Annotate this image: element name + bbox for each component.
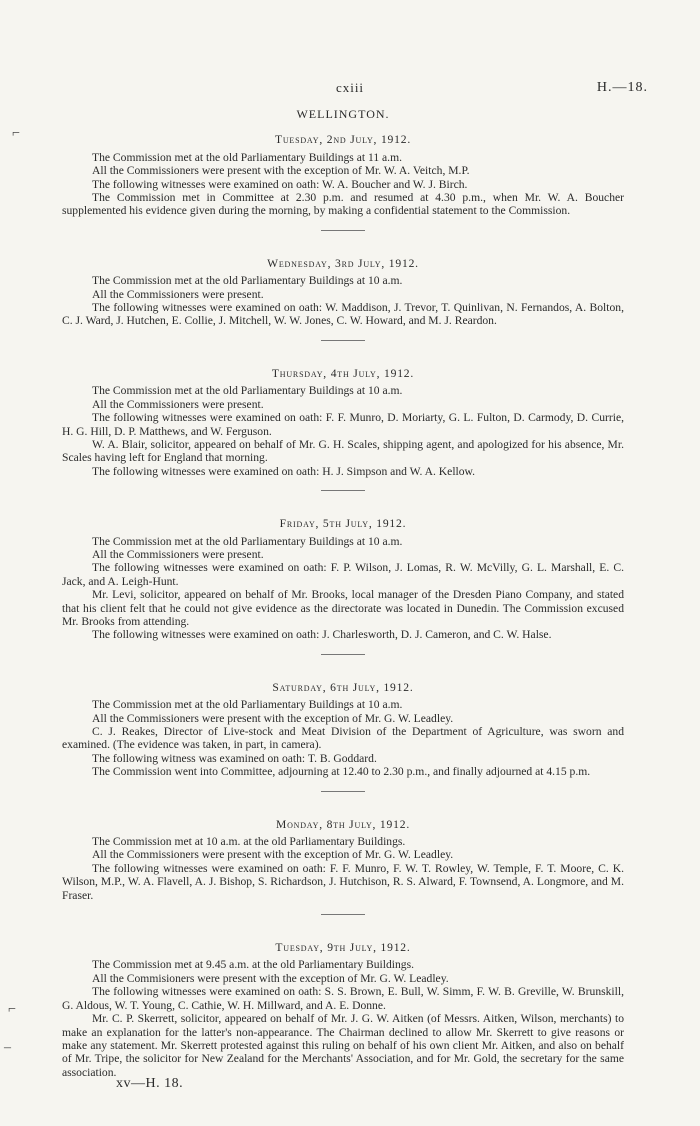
minute-paragraph: The following witnesses were examined on oath: J. Charlesworth, D. J. Cameron, and C. W. Halse. bbox=[92, 628, 552, 642]
section-divider bbox=[321, 654, 365, 655]
sitting-section bbox=[62, 517, 624, 655]
sitting-date: Monday, 8th July, 1912. bbox=[275, 817, 411, 831]
document-reference: H.—18. bbox=[596, 80, 648, 95]
margin-tick-mark: ⌐ bbox=[8, 1002, 16, 1017]
minute-paragraph: C. J. Reakes, Director of Live-stock and Meat Division of the Department of Agriculture, was sworn and examined. (The evidence was taken, in part, in camera). bbox=[62, 725, 624, 752]
sitting-date: Thursday, 4th July, 1912. bbox=[271, 366, 415, 380]
sitting-date: Tuesday, 2nd July, 1912. bbox=[274, 133, 412, 147]
section-divider bbox=[321, 914, 365, 915]
minute-paragraph: All the Commissioners were present. bbox=[92, 397, 264, 411]
minute-paragraph: The Commission met at 10 a.m. at the old Parliamentary Buildings. bbox=[92, 835, 406, 849]
sitting-date: Tuesday, 9th July, 1912. bbox=[275, 941, 411, 955]
minute-paragraph: The Commission met at the old Parliamentary Buildings at 10 a.m. bbox=[92, 534, 403, 548]
minute-paragraph: All the Commissioners were present with the exception of Mr. G. W. Leadley. bbox=[92, 711, 454, 725]
minute-paragraph: Mr. Levi, solicitor, appeared on behalf of Mr. Brooks, local manager of the Dresden Piano Company, and stated that his client felt that he could not give evidence as the directorate was located in Dunedin. The Commission excused Mr. Brooks from attending. bbox=[62, 588, 624, 628]
signature-mark: xv—H. 18. bbox=[116, 1076, 184, 1091]
sitting-section bbox=[62, 818, 624, 915]
section-divider bbox=[321, 230, 365, 231]
minute-paragraph: The Commission met at 9.45 a.m. at the old Parliamentary Buildings. bbox=[92, 958, 415, 972]
minute-paragraph: The following witnesses were examined on oath: W. Maddison, J. Trevor, T. Quinlivan, N. Fernandos, A. Bolton, C. J. Ward, J. Hutchen, E. Collie, J. Mitchell, W. W. Jones, C. W. Howard, and M. J. Reardon. bbox=[62, 301, 624, 328]
city-heading: WELLINGTON. bbox=[296, 107, 390, 121]
minute-paragraph: All the Commisioners were present with the exception of Mr. G. W. Leadley. bbox=[92, 971, 449, 985]
minute-paragraph: The following witnesses were examined on oath: W. A. Boucher and W. J. Birch. bbox=[92, 177, 468, 191]
minute-paragraph: The Commission met at the old Parliamentary Buildings at 10 a.m. bbox=[92, 384, 403, 398]
minute-paragraph: W. A. Blair, solicitor, appeared on behalf of Mr. G. H. Scales, shipping agent, and apologized for his absence, Mr. Scales having left for England that morning. bbox=[62, 437, 624, 465]
minute-paragraph: The following witnesses were examined on oath: H. J. Simpson and W. A. Kellow. bbox=[92, 464, 476, 478]
minute-paragraph: The Commission met at the old Parliamentary Buildings at 11 a.m. bbox=[92, 150, 402, 164]
minute-paragraph: The Commission met at the old Parliamentary Buildings at 10 a.m. bbox=[92, 698, 403, 712]
sitting-section bbox=[62, 367, 624, 491]
section-divider bbox=[321, 340, 365, 341]
sitting-section bbox=[62, 681, 624, 792]
minute-paragraph: All the Commissioners were present. bbox=[92, 547, 264, 561]
minute-paragraph: The Commission met at the old Parliamentary Buildings at 10 a.m. bbox=[92, 274, 403, 288]
section-divider bbox=[321, 791, 365, 792]
minute-paragraph: The Commission met in Committee at 2.30 p.m. and resumed at 4.30 p.m., when Mr. W. A. Boucher supplemented his evidence given during the morning, by making a confidential statement to the Commission. bbox=[62, 191, 624, 218]
minute-paragraph: The following witnesses were examined on oath: F. F. Munro, D. Moriarty, G. L. Fulton, D. Carmody, D. Currie, H. G. Hill, D. P. Matthews, and W. Ferguson. bbox=[62, 411, 624, 438]
sitting-section bbox=[62, 941, 624, 1079]
page-number: cxiii bbox=[335, 80, 365, 95]
section-divider bbox=[321, 490, 365, 491]
minute-paragraph: Mr. C. P. Skerrett, solicitor, appeared on behalf of Mr. J. G. W. Aitken (of Messrs. Aitken, Wilson, merchants) to make an explanation for the latter's non-appearance. The Chairman declined to allow Mr. Skerrett to give reasons or make any statement. Mr. Skerrett protested against this ruling on behalf of his own client Mr. Aitken, and also on behalf of Mr. Tripe, the solicitor for New Zealand for the Merchants' Association, and for Mr. Gold, the secretary for the same association. bbox=[62, 1012, 624, 1079]
minute-paragraph: The following witness was examined on oath: T. B. Goddard. bbox=[92, 751, 377, 765]
minute-paragraph: The following witnesses were examined on oath: F. F. Munro, F. W. T. Rowley, W. Temple, F. T. Moore, C. K. Wilson, M.P., W. A. Flavell, A. J. Bishop, S. Richardson, J. Hutchison, R. S. Alward, F. Townsend, A. Longmore, and M. Fraser. bbox=[62, 861, 624, 902]
minute-paragraph: All the Commissioners were present with the exception of Mr. G. W. Leadley. bbox=[92, 848, 454, 862]
sitting-date: Friday, 5th July, 1912. bbox=[279, 517, 407, 531]
minute-paragraph: All the Commissioners were present. bbox=[92, 287, 264, 301]
sitting-date: Saturday, 6th July, 1912. bbox=[272, 680, 414, 694]
minute-paragraph: All the Commissioners were present with the exception of Mr. W. A. Veitch, M.P. bbox=[92, 164, 470, 178]
sitting-date: Wednesday, 3rd July, 1912. bbox=[267, 256, 419, 270]
margin-tick-mark: – bbox=[4, 1040, 11, 1055]
document-body bbox=[62, 108, 624, 1079]
margin-tick-mark: ⌐ bbox=[12, 126, 20, 141]
sitting-section bbox=[62, 133, 624, 230]
sitting-section bbox=[62, 257, 624, 341]
minute-paragraph: The Commission went into Committee, adjourning at 12.40 to 2.30 p.m., and finally adjourned at 4.15 p.m. bbox=[92, 765, 591, 779]
minute-paragraph: The following witnesses were examined on oath: F. P. Wilson, J. Lomas, R. W. McVilly, G. L. Marshall, E. C. Jack, and A. Leigh-Hunt. bbox=[62, 561, 624, 588]
minute-paragraph: The following witnesses were examined on oath: S. S. Brown, E. Bull, W. Simm, F. W. B. Greville, W. Brunskill, G. Aldous, W. T. Young, C. Cathie, W. H. Millward, and A. E. Donne. bbox=[62, 985, 624, 1012]
